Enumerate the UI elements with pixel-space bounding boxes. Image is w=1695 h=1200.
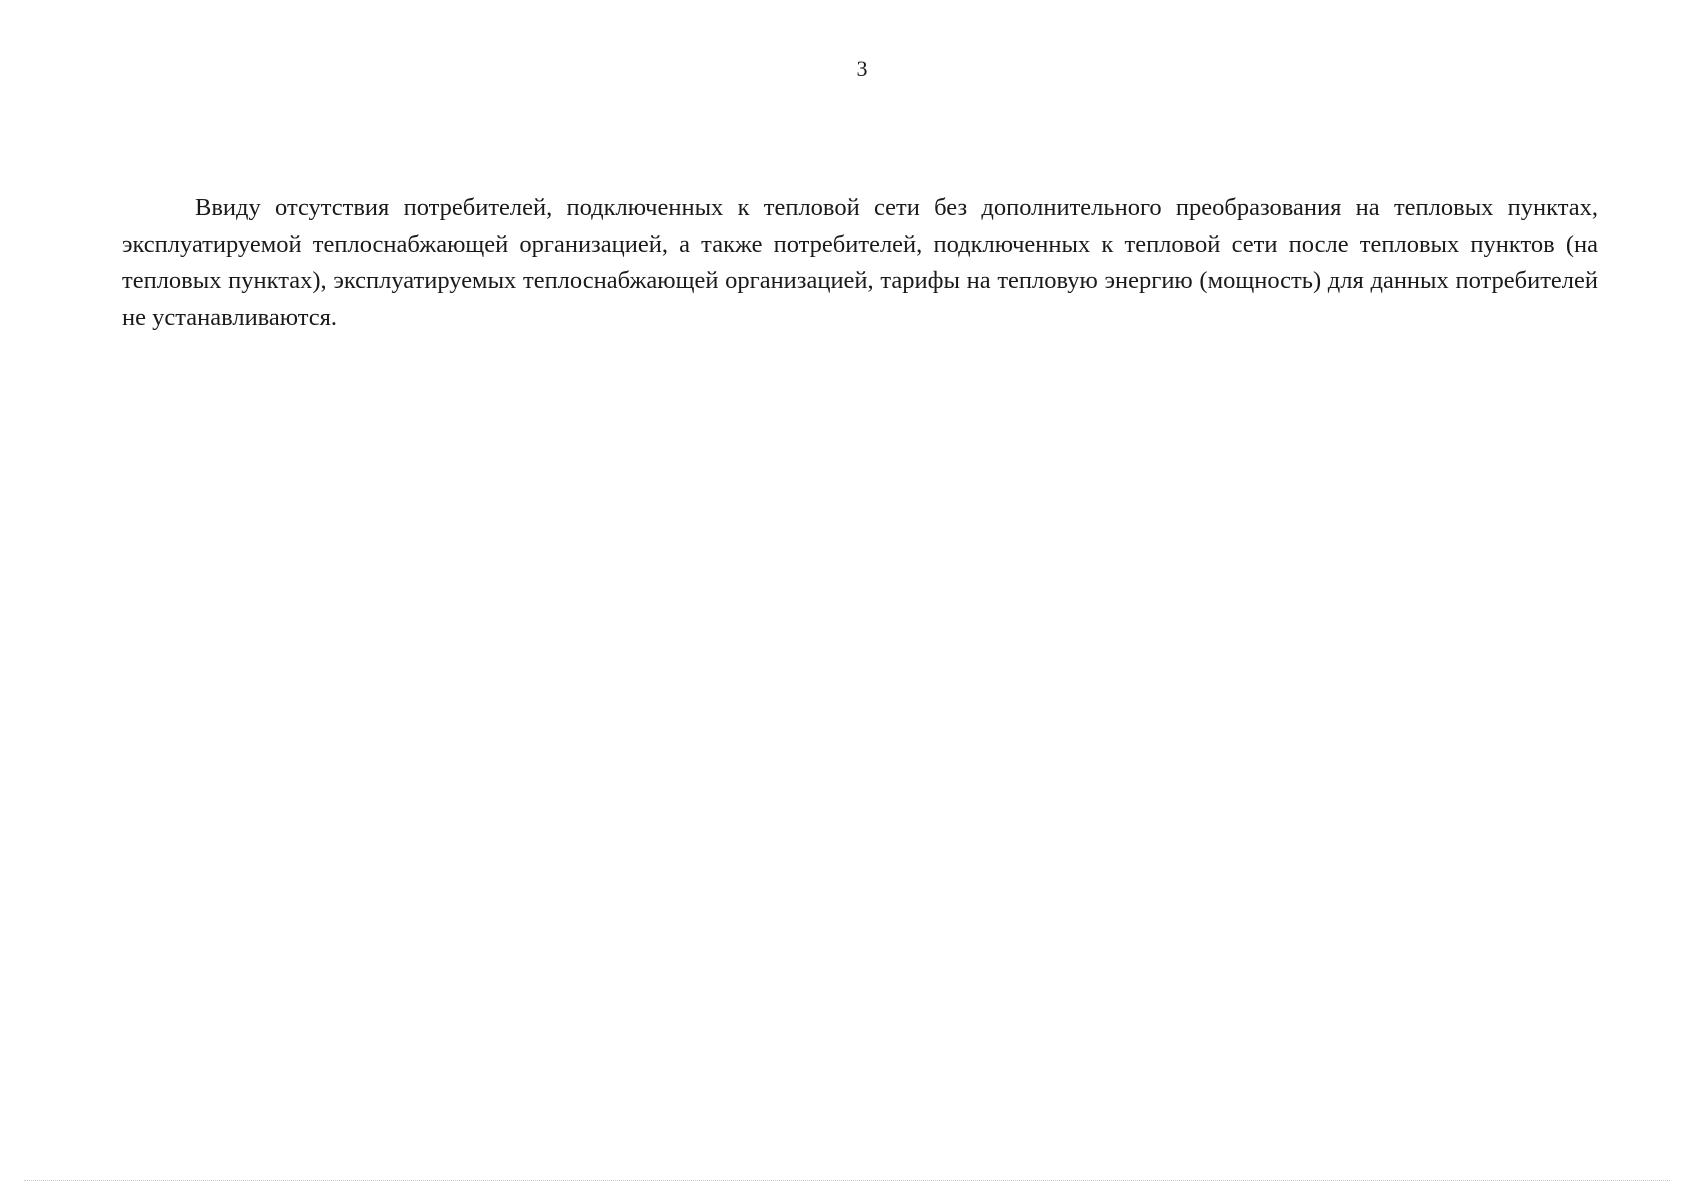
scan-edge-line: [24, 1180, 1670, 1181]
page-number: 3: [856, 56, 868, 81]
body-paragraph: Ввиду отсутствия потребителей, подключенных к тепловой сети без дополнительного преобразования на тепловых пунктах, эксплуатируемой теплоснабжающей организацией, а также потребителей, подключенных к тепловой сети после тепловых пунктов (на тепловых пунктах), эксплуатируемых теплоснабжающей организацией, тарифы на тепловую энергию (мощность) для данных потребителей не устанавливаются.: [122, 194, 1598, 331]
